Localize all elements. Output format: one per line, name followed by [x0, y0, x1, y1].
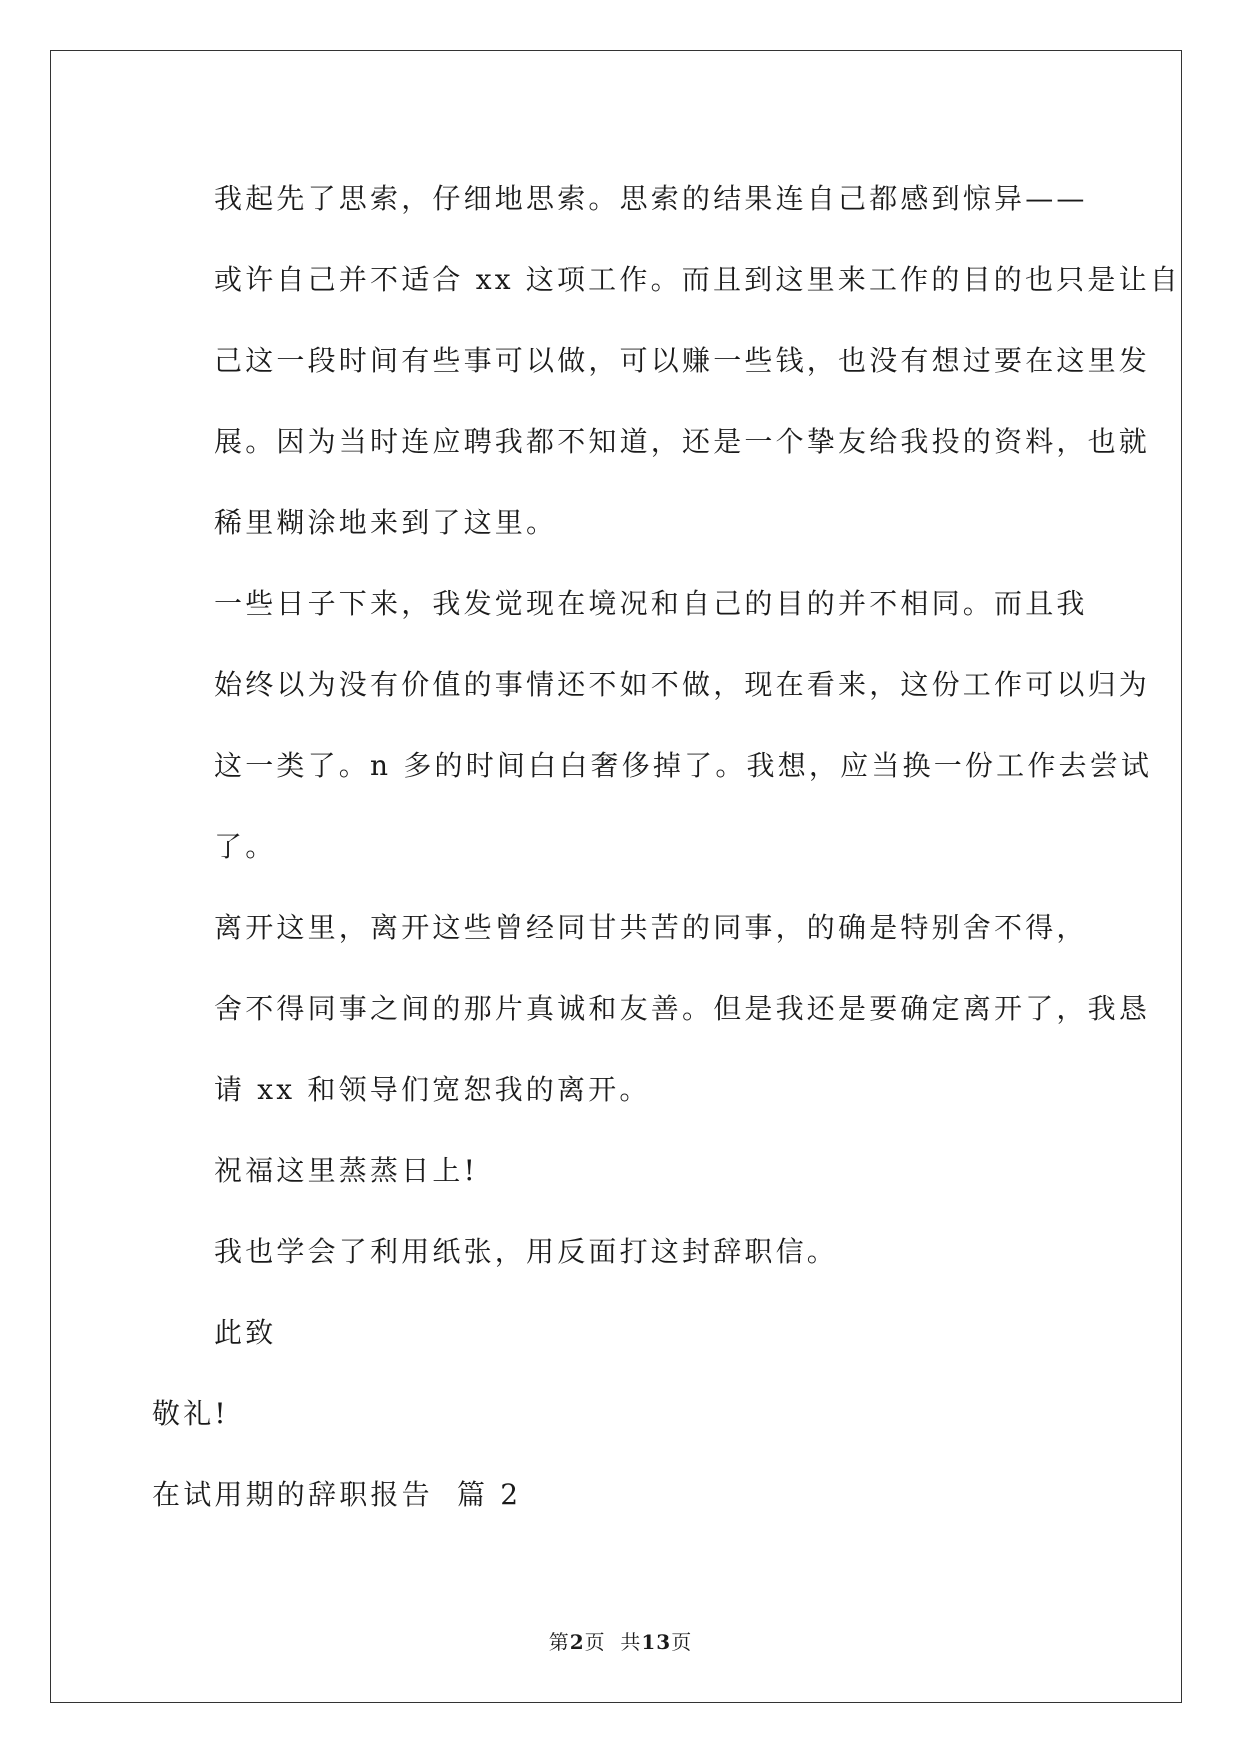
footer-middle: 页 共	[584, 1630, 642, 1654]
current-page-number: 2	[569, 1630, 585, 1654]
footer-suffix: 页	[671, 1630, 693, 1654]
page-footer	[0, 1626, 1241, 1655]
total-page-number: 13	[641, 1630, 672, 1654]
text-line: 展。因为当时连应聘我都不知道，还是一个挚友给我投的资料，也就	[214, 425, 1151, 458]
text-line: 我起先了思索，仔细地思索。思索的结果连自己都感到惊异——	[214, 182, 1088, 215]
section-heading	[152, 1454, 1087, 1535]
closing-regards	[152, 1373, 1087, 1454]
text-line: 一些日子下来，我发觉现在境况和自己的目的并不相同。而且我	[214, 587, 1088, 620]
text-line: 己这一段时间有些事可以做，可以赚一些钱，也没有想过要在这里发	[214, 344, 1151, 377]
paragraph-paper-note	[152, 1211, 1087, 1292]
text-line: 离开这里，离开这些曾经同甘共苦的同事，的确是特别舍不得，	[214, 911, 1088, 944]
text-line: 舍不得同事之间的那片真诚和友善。但是我还是要确定离开了，我恳	[214, 992, 1151, 1025]
text-line: 始终以为没有价值的事情还不如不做，现在看来，这份工作可以归为	[214, 668, 1151, 701]
closing-salutation	[152, 1292, 1087, 1373]
text-line: 此致	[214, 1316, 277, 1349]
text-line: 在试用期的辞职报告 篇 2	[152, 1478, 522, 1511]
paragraph-farewell	[152, 887, 1151, 1130]
text-line: 请 xx 和领导们宽恕我的离开。	[214, 1073, 651, 1106]
document-body	[152, 158, 1181, 1535]
paragraph-blessing	[152, 1130, 1087, 1211]
text-line: 敬礼!	[152, 1397, 229, 1430]
text-line: 了。	[214, 830, 277, 863]
paragraph-situation	[152, 563, 1153, 887]
text-line: 我也学会了利用纸张，用反面打这封辞职信。	[214, 1235, 839, 1268]
text-line: 或许自己并不适合 xx 这项工作。而且到这里来工作的目的也只是让自	[214, 263, 1181, 296]
text-line: 稀里糊涂地来到了这里。	[214, 506, 558, 539]
text-line: 这一类了。n 多的时间白白奢侈掉了。我想，应当换一份工作去尝试	[214, 749, 1153, 782]
text-line: 祝福这里蒸蒸日上!	[214, 1154, 479, 1187]
footer-prefix: 第	[548, 1630, 570, 1654]
paragraph-reflection	[152, 158, 1181, 563]
